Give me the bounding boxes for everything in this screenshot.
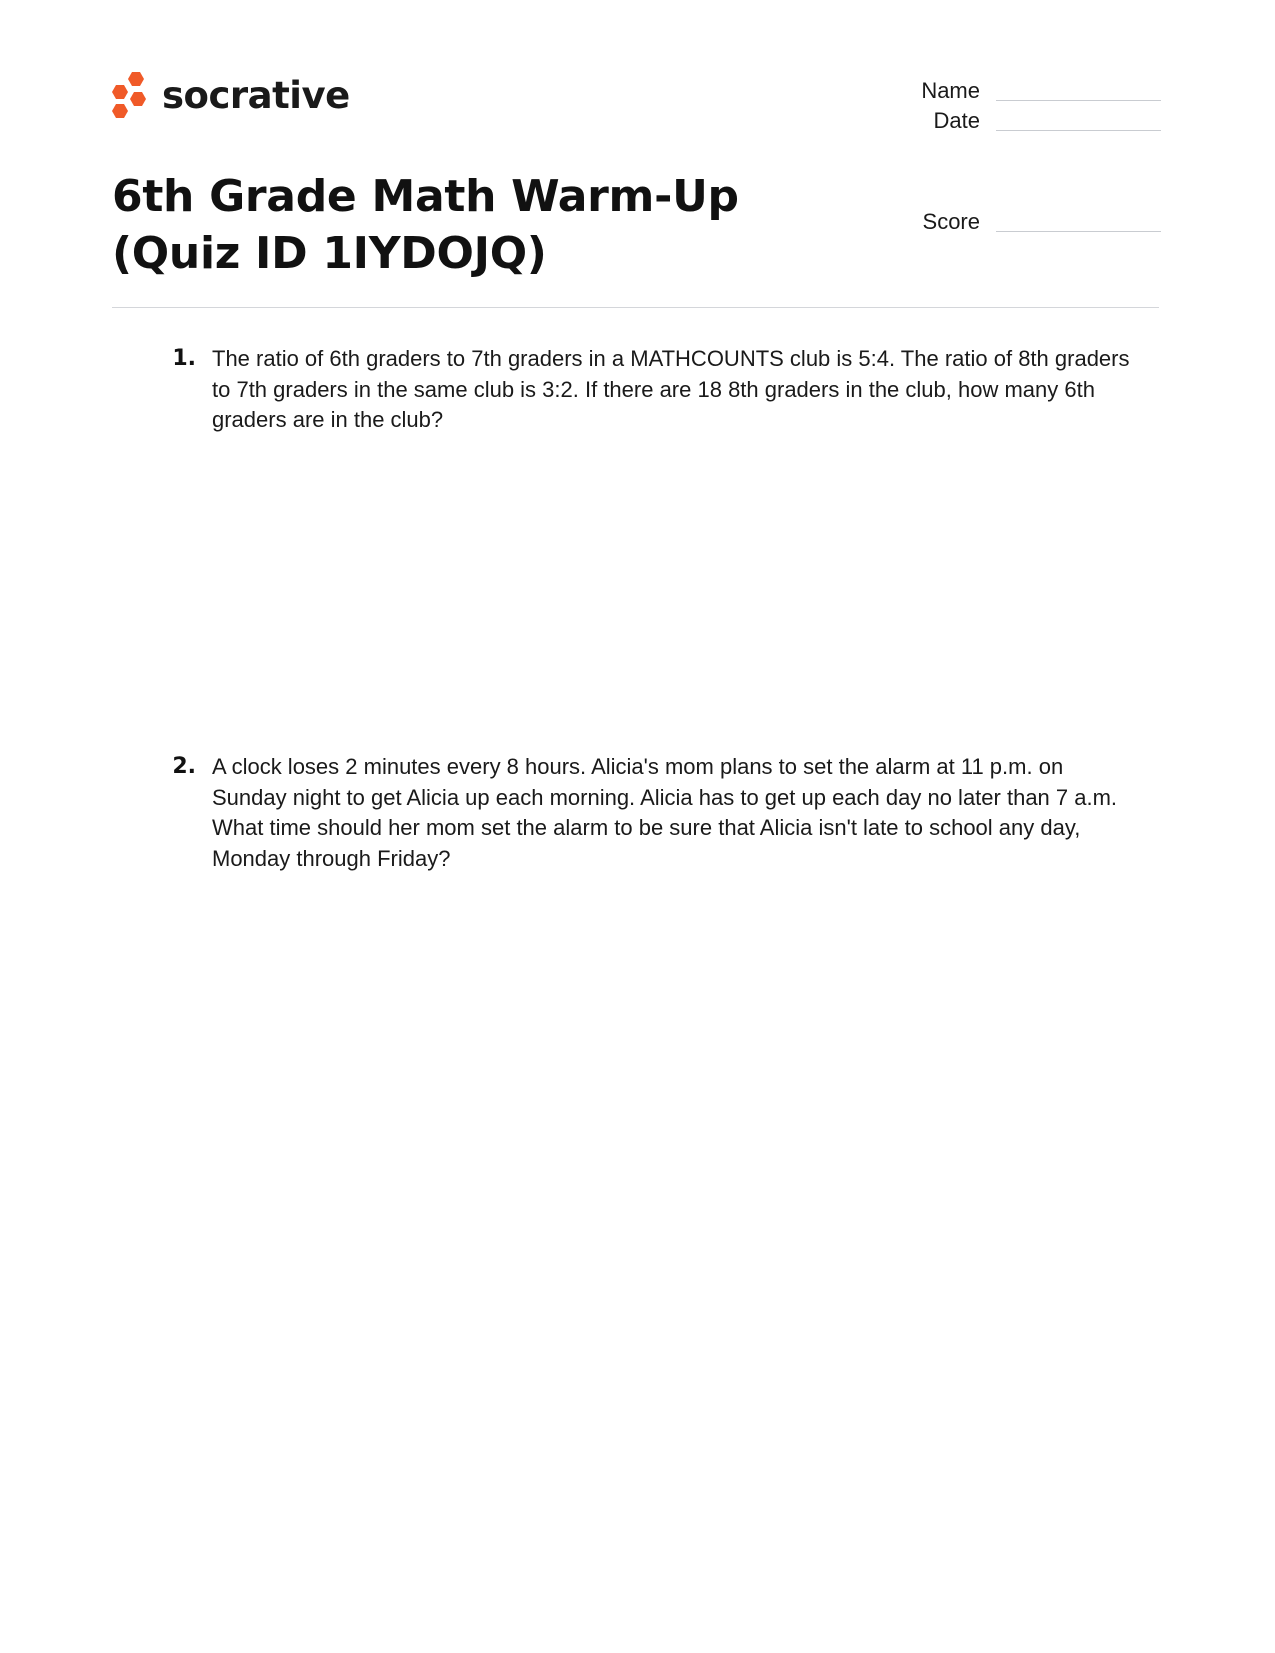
socrative-logo <box>112 70 350 120</box>
date-field <box>890 110 1161 132</box>
date-line <box>996 130 1161 131</box>
score-field <box>890 211 1161 233</box>
name-field <box>890 80 1161 102</box>
date-label: Date <box>933 108 980 133</box>
name-label: Name <box>921 78 980 103</box>
question-text: The ratio of 6th graders to 7th graders in a MATHCOUNTS club is 5:4. The ratio of 8th graders to 7th graders in the same club is 3:2. If there are 18 8th graders in the club, how many 6th graders are in the club? <box>212 346 1130 432</box>
question-number: 2. <box>172 754 196 779</box>
page-title: 6th Grade Math Warm-Up (Quiz ID 1IYDOJQ) <box>112 171 739 279</box>
question-number: 1. <box>172 346 196 371</box>
score-line <box>996 231 1161 232</box>
score-label: Score <box>922 209 980 234</box>
question-text: A clock loses 2 minutes every 8 hours. Alicia's mom plans to set the alarm at 11 p.m. on Sunday night to get Alicia up each morning. Alicia has to get up each day no later than 7 a.m. What time should her mom set the alarm to be sure that Alicia isn't late to school any day, Monday through Friday? <box>212 754 1118 871</box>
question-1 <box>160 344 1150 436</box>
socrative-hexagon-logo-icon <box>112 70 150 120</box>
brand-name: socrative <box>162 73 350 117</box>
question-2 <box>160 752 1150 874</box>
header-divider <box>112 307 1159 308</box>
name-line <box>996 100 1161 101</box>
